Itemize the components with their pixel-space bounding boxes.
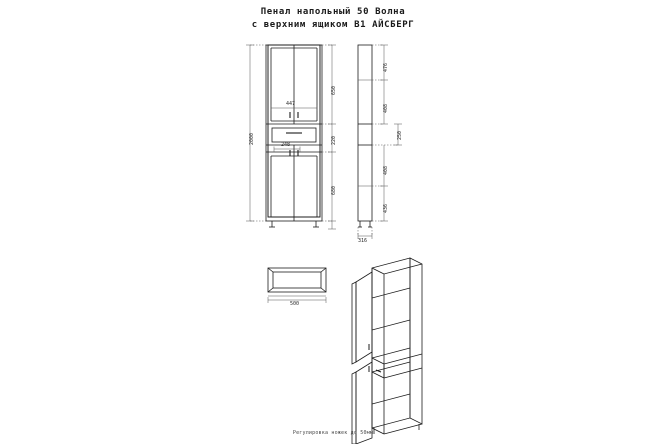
dim-side-seg-lower: 408 <box>383 165 389 175</box>
dim-side-seg-top: 476 <box>383 62 389 72</box>
dim-side-seg-drawer: 250 <box>397 130 403 140</box>
footnote-text: Регулировка ножек до 50мм <box>292 430 374 436</box>
dim-side-seg-upper: 408 <box>383 103 389 113</box>
front-view-dimensions <box>246 45 336 229</box>
dim-front-drawer-width: 248 <box>281 142 291 148</box>
dim-side-depth: 316 <box>358 238 368 244</box>
dim-top-view-width: 500 <box>290 301 300 307</box>
dim-side-seg-bottom: 436 <box>383 203 389 213</box>
side-view-dimensions <box>358 45 402 239</box>
isometric-view-outline <box>352 258 422 444</box>
page-title-line2: с верхним ящиком В1 АЙСБЕРГ <box>251 20 415 30</box>
dim-front-total-height: 2000 <box>249 132 255 145</box>
page-title-line1: Пенал напольный 50 Волна <box>260 7 406 17</box>
dim-front-top-door-height: 650 <box>331 85 337 95</box>
side-view-outline <box>358 45 372 227</box>
front-view-outline <box>266 45 322 227</box>
dim-front-door-width: 447 <box>286 101 296 107</box>
dim-front-drawer-height: 220 <box>331 135 337 145</box>
dim-front-lower-height: 680 <box>331 185 337 195</box>
top-view-outline <box>268 268 326 296</box>
